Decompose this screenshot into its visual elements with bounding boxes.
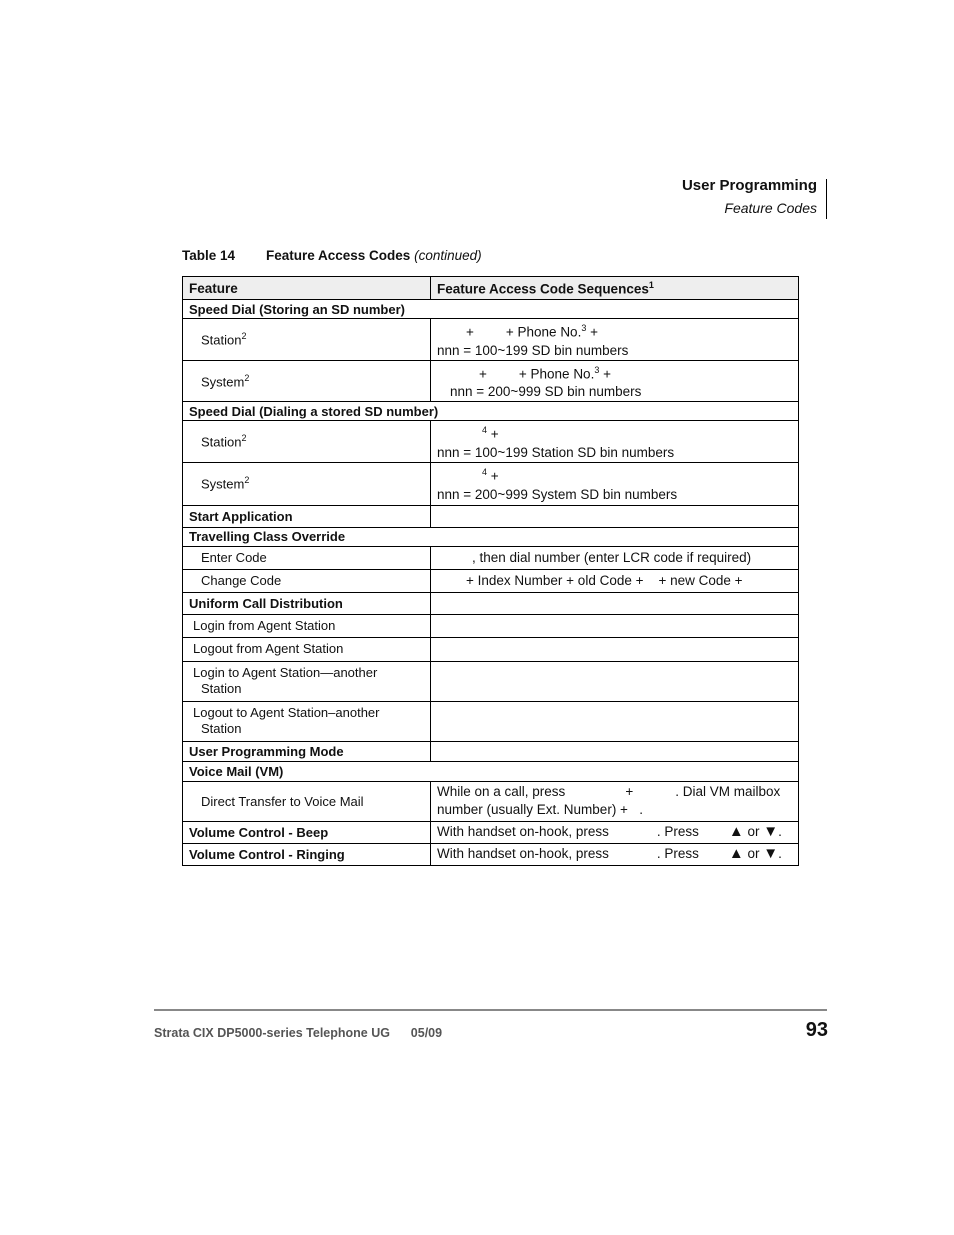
table-row: User Programming Mode [183, 741, 799, 761]
sequence-cell: With handset on-hook, press . Press ▲ or ▼. [431, 821, 799, 843]
page-number: 93 [805, 1019, 828, 1041]
footer-rule [154, 1009, 827, 1011]
running-header-subtitle: Feature Codes [724, 200, 817, 216]
table-number: Table 14 [182, 248, 236, 263]
sequence-cell: While on a call, press + . Dial VM mailbox number (usually Ext. Number) + . [431, 781, 799, 821]
table-continued: (continued) [414, 248, 482, 263]
table-row [183, 319, 799, 361]
footer-text: Strata CIX DP5000-series Telephone UG 05/09 [154, 1026, 443, 1040]
sequence-cell: With handset on-hook, press . Press ▲ or ▼. [431, 843, 799, 865]
feature-cell: Station$^2$ [183, 319, 431, 361]
table-row: Login from Agent Station [183, 614, 799, 637]
feature-cell: System$^2$ [183, 462, 431, 505]
section-row: Voice Mail (VM) [183, 761, 799, 781]
table-row [183, 462, 799, 505]
sequence-cell: + Index Number + old Code + + new Code + [431, 569, 799, 592]
table-row [183, 421, 799, 463]
sequence-cell: + + Phone No.$^3$ + nnn = 200~999 SD bin numbers [431, 360, 799, 402]
table-row: Logout to Agent Station–another Station [183, 701, 799, 741]
col-sequence-header: Feature Access Code Sequences$^1$ [431, 277, 799, 300]
header-rule [826, 179, 827, 219]
table-row: Direct Transfer to Voice Mail While on a call, press + . Dial VM mailbox number (usually Ext. Number) + . [183, 781, 799, 821]
table-row: Enter Code , then dial number (enter LCR code if required) [183, 546, 799, 569]
sequence-cell: $^4$ + nnn = 200~999 System SD bin numbers [431, 462, 799, 505]
feature-access-codes-table [182, 276, 799, 866]
down-triangle-icon: ▼ [763, 823, 779, 840]
table-row: Login to Agent Station—another Station [183, 661, 799, 701]
table-header-row [183, 277, 799, 300]
down-triangle-icon: ▼ [763, 845, 779, 862]
table-row: Volume Control - Ringing With handset on-hook, press . Press ▲ or ▼. [183, 843, 799, 865]
up-triangle-icon: ▲ [728, 823, 744, 840]
sequence-cell [431, 592, 799, 614]
table-name: Feature Access Codes [266, 248, 411, 263]
running-header-title: User Programming [681, 177, 817, 194]
sequence-cell: $^4$ + nnn = 100~199 Station SD bin numbers [431, 421, 799, 463]
feature-cell: System$^2$ [183, 360, 431, 402]
table-caption [182, 248, 482, 263]
table-row [183, 360, 799, 402]
sequence-cell: , then dial number (enter LCR code if required) [431, 546, 799, 569]
table-row: Uniform Call Distribution [183, 592, 799, 614]
table-row: Change Code + Index Number + old Code + + new Code + [183, 569, 799, 592]
sequence-cell [431, 505, 799, 527]
up-triangle-icon: ▲ [728, 845, 744, 862]
feature-cell: Station$^2$ [183, 421, 431, 463]
table-row: Volume Control - Beep With handset on-hook, press . Press ▲ or ▼. [183, 821, 799, 843]
sequence-cell [431, 614, 799, 637]
sequence-cell [431, 741, 799, 761]
sequence-cell: + + Phone No.$^3$ + nnn = 100~199 SD bin numbers [431, 319, 799, 361]
section-row: Speed Dial (Dialing a stored SD number) [183, 402, 799, 421]
table-row: Logout from Agent Station [183, 637, 799, 661]
section-row: Travelling Class Override [183, 527, 799, 546]
section-row: Speed Dial (Storing an SD number) [183, 300, 799, 319]
table-row: Start Application [183, 505, 799, 527]
sequence-cell [431, 661, 799, 701]
sequence-cell [431, 701, 799, 741]
sequence-cell [431, 637, 799, 661]
col-feature-header: Feature [183, 277, 431, 300]
